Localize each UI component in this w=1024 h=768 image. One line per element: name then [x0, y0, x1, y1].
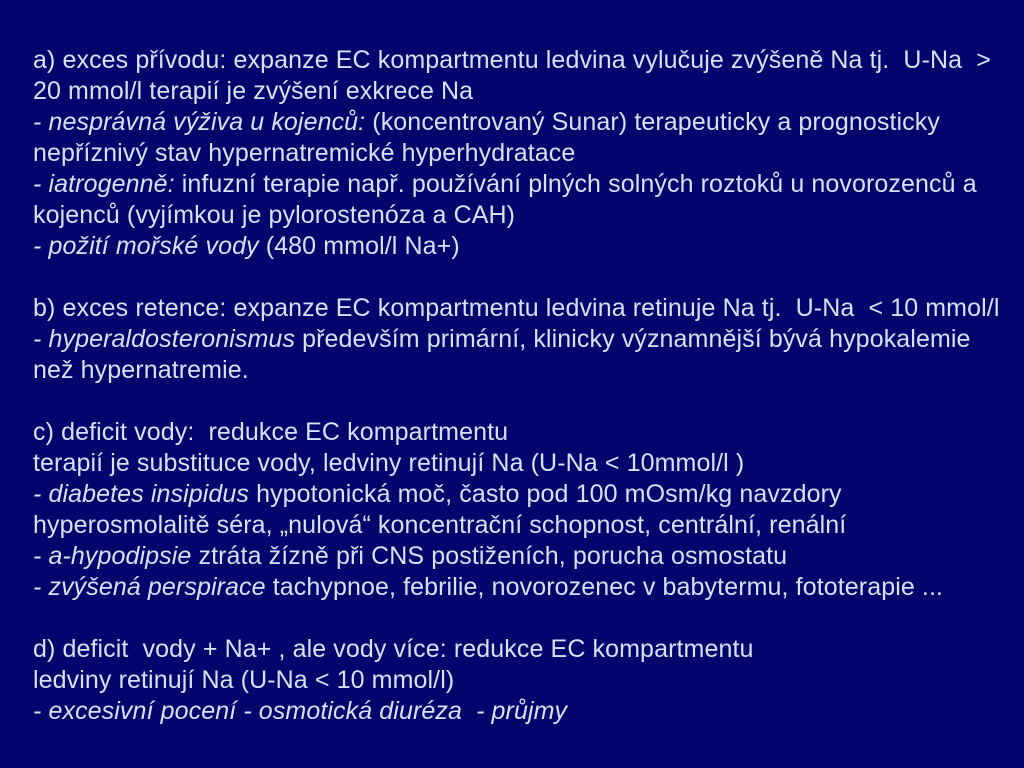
text-line	[33, 138, 1016, 169]
text-line	[33, 479, 1016, 510]
text-line	[33, 665, 1016, 696]
text-line	[33, 324, 1016, 355]
text-line	[33, 76, 1016, 107]
text-segment: - diabetes insipidus	[33, 480, 257, 508]
text-segment: nepříznivý stav hypernatremické hyperhydratace	[33, 139, 576, 167]
slide-text-block	[33, 45, 1016, 727]
text-segment: kojenců (vyjímkou je pylorostenóza a CAH)	[33, 201, 516, 229]
text-line	[33, 603, 1016, 634]
text-segment: - zvýšená perspirace	[33, 573, 273, 601]
text-segment: - hyperaldosteronismus	[33, 325, 303, 353]
text-segment: b) exces retence: expanze EC kompartmentu ledvina retinuje Na tj. U-Na < 10 mmol/l	[33, 294, 1000, 322]
text-segment: hyperosmolalitě séra, „nulová“ koncentrační schopnost, centrální, renální	[33, 511, 847, 539]
text-segment: infuzní terapie např. používání plných solných roztoků u novorozenců a	[181, 170, 977, 198]
text-line	[33, 510, 1016, 541]
text-line	[33, 107, 1016, 138]
text-segment: (480 mmol/l Na+)	[265, 232, 460, 260]
text-segment: - a-hypodipsie	[33, 542, 199, 570]
text-line	[33, 45, 1016, 76]
text-segment: (koncentrovaný Sunar) terapeuticky a prognosticky	[372, 108, 940, 136]
text-line	[33, 262, 1016, 293]
text-line	[33, 572, 1016, 603]
text-segment: ztráta žízně při CNS postiženích, porucha osmostatu	[198, 542, 788, 570]
text-line	[33, 417, 1016, 448]
text-segment: 20 mmol/l terapií je zvýšení exkrece Na	[33, 77, 474, 105]
text-line	[33, 634, 1016, 665]
text-line	[33, 355, 1016, 386]
text-segment: ledviny retinují Na (U-Na < 10 mmol/l)	[33, 666, 455, 694]
text-line	[33, 696, 1016, 727]
text-segment: a) exces přívodu: expanze EC kompartmentu ledvina vylučuje zvýšeně Na tj. U-Na >	[33, 46, 991, 74]
text-segment: tachypnoe, febrilie, novorozenec v babytermu, fototerapie ...	[272, 573, 944, 601]
text-segment: c) deficit vody: redukce EC kompartmentu	[33, 418, 509, 446]
text-segment: terapií je substituce vody, ledviny retinují Na (U-Na < 10mmol/l )	[33, 449, 745, 477]
text-segment: - nesprávná výživa u kojenců:	[33, 108, 373, 136]
text-segment: především primární, klinicky významnější bývá hypokalemie	[302, 325, 971, 353]
text-segment: - iatrogenně:	[33, 170, 182, 198]
text-line	[33, 541, 1016, 572]
text-segment: než hypernatremie.	[33, 356, 249, 384]
text-segment: hypotonická moč, často pod 100 mOsm/kg navzdory	[256, 480, 842, 508]
text-line	[33, 293, 1016, 324]
text-line	[33, 169, 1016, 200]
text-segment: - excesivní pocení - osmotická diuréza - průjmy	[33, 697, 568, 725]
text-line	[33, 448, 1016, 479]
text-segment: - požití mořské vody	[33, 232, 266, 260]
text-line	[33, 231, 1016, 262]
text-line	[33, 200, 1016, 231]
text-line	[33, 386, 1016, 417]
text-segment: d) deficit vody + Na+ , ale vody více: redukce EC kompartmentu	[33, 635, 754, 663]
